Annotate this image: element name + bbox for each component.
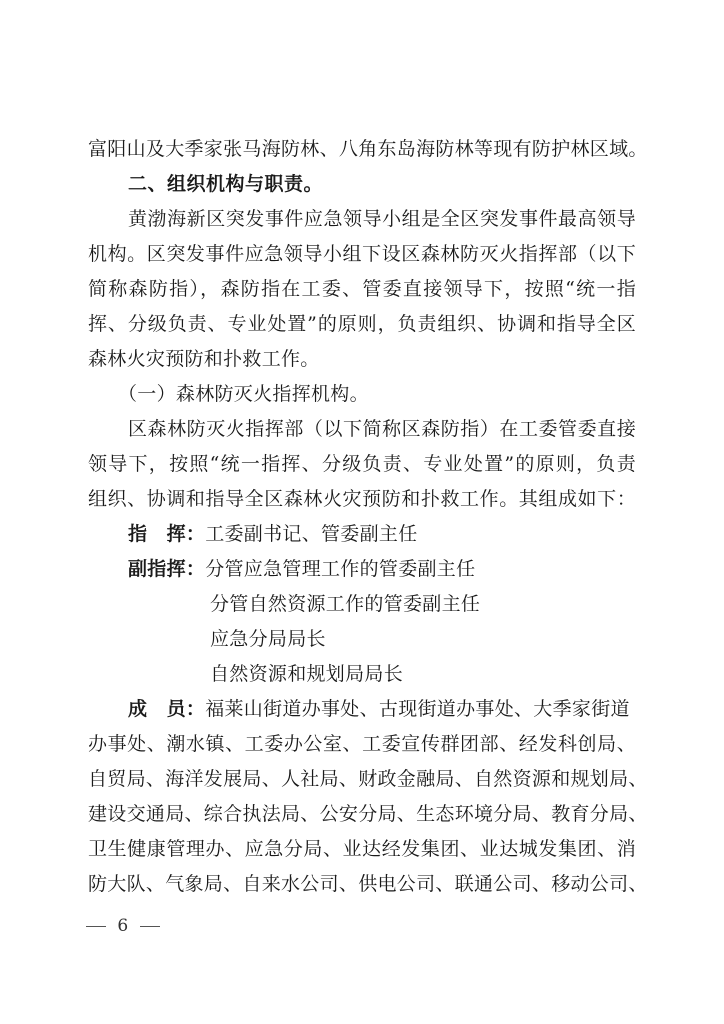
paragraph-line: 机构。区突发事件应急领导小组下设区森林防灭火指挥部（以下: [88, 243, 636, 265]
deputy-commander-row: [128, 555, 636, 583]
members-line: 建设交通局、综合执法局、公安分局、生态环境分局、教育分局、: [88, 803, 648, 825]
paragraph-line: 领导下，按照“统一指挥、分级负责、专业处置”的原则，负责: [88, 453, 636, 475]
members-line: 防大队、气象局、自来水公司、供电公司、联通公司、移动公司、: [88, 873, 648, 895]
deputy-commander-value: 自然资源和规划局局长: [210, 663, 404, 685]
page-number-value: 6: [117, 916, 129, 936]
page-number: [86, 914, 160, 938]
paragraph-line: 组织、协调和指导全区森林火灾预防和扑救工作。其组成如下：: [88, 488, 636, 510]
paragraph-line: 富阳山及大季家张马海防林、八角东岛海防林等现有防护林区域。: [88, 138, 648, 160]
members-label: 成 员：: [128, 698, 206, 720]
deputy-commander-value: 分管应急管理工作的管委副主任: [205, 558, 476, 580]
deputy-commander-label: 副指挥：: [128, 558, 206, 580]
commander-label: 指 挥：: [128, 523, 206, 545]
paragraph-line: 挥、分级负责、专业处置”的原则，负责组织、协调和指导全区: [88, 313, 636, 335]
deputy-commander-value: 分管自然资源工作的管委副主任: [210, 593, 481, 615]
subsection-heading: （一）森林防灭火指挥机构。: [118, 383, 369, 405]
dash-left: [86, 926, 106, 927]
commander-value: 工委副书记、管委副主任: [205, 523, 418, 545]
members-value: 福莱山街道办事处、古现街道办事处、大季家街道: [205, 698, 630, 720]
members-line: 自贸局、海洋发展局、人社局、财政金融局、自然资源和规划局、: [88, 768, 648, 790]
paragraph-line: 区森林防灭火指挥部（以下简称区森防指）在工委管委直接: [128, 418, 636, 440]
paragraph-line: 简称森防指），森防指在工委、管委直接领导下，按照“统一指: [88, 278, 636, 300]
members-line: 办事处、潮水镇、工委办公室、工委宣传群团部、经发科创局、: [88, 733, 636, 755]
deputy-commander-value: 应急分局局长: [210, 628, 326, 650]
paragraph-line: 森林火灾预防和扑救工作。: [88, 348, 320, 370]
dash-right: [140, 926, 160, 927]
members-row: [128, 695, 636, 723]
commander-row: [128, 520, 636, 548]
paragraph-line: 黄渤海新区突发事件应急领导小组是全区突发事件最高领导: [128, 208, 636, 230]
section-heading: 二、组织机构与职责。: [128, 173, 324, 195]
members-line: 卫生健康管理办、应急分局、业达经发集团、业达城发集团、消: [88, 838, 636, 860]
